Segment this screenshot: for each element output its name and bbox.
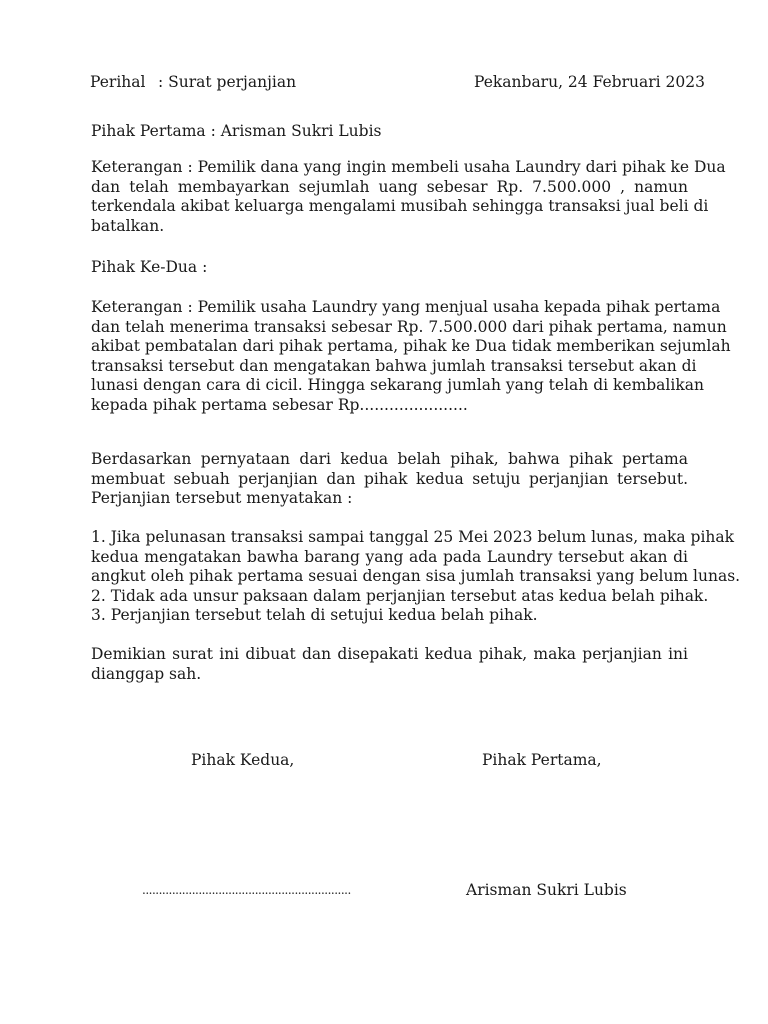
text-line: dan telah menerima transaksi sebesar Rp. 7.500.000 dari pihak pertama, namun xyxy=(91,317,727,336)
clause-item-2: 2. Tidak ada unsur paksaan dalam perjanjian tersebut atas kedua belah pihak. xyxy=(91,586,709,605)
text-line: Berdasarkan pernyataan dari kedua belah pihak, bahwa pihak pertama xyxy=(91,450,688,468)
agreement-clauses xyxy=(91,528,741,626)
first-party-heading: Pihak Pertama : Arisman Sukri Lubis xyxy=(91,122,382,140)
place-date: Pekanbaru, 24 Februari 2023 xyxy=(474,73,705,91)
second-party-signature-blank: ............................................................... xyxy=(142,883,351,897)
clause-line: angkut oleh pihak pertama sesuai dengan sisa jumlah transaksi yang belum lunas. xyxy=(91,567,741,585)
clause-line: kedua mengatakan bawha barang yang ada pada Laundry tersebut akan di xyxy=(91,547,688,566)
second-party-signature-title: Pihak Kedua, xyxy=(191,751,295,769)
text-line: dan telah membayarkan sejumlah uang sebesar Rp. 7.500.000 , namun xyxy=(91,177,688,196)
text-line: Keterangan : Pemilik usaha Laundry yang menjual usaha kepada pihak pertama xyxy=(91,298,721,316)
second-party-description xyxy=(91,298,731,415)
text-line: membuat sebuah perjanjian dan pihak kedua setuju perjanjian tersebut. xyxy=(91,469,688,488)
text-line: dianggap sah. xyxy=(91,664,202,683)
first-party-signature-title: Pihak Pertama, xyxy=(482,751,602,769)
closing-statement xyxy=(91,645,688,684)
clause-line: 1. Jika pelunasan transaksi sampai tanggal 25 Mei 2023 belum lunas, maka pihak xyxy=(91,528,735,546)
text-line: Keterangan : Pemilik dana yang ingin membeli usaha Laundry dari pihak ke Dua xyxy=(91,158,726,176)
second-party-heading: Pihak Ke-Dua : xyxy=(91,258,208,276)
clause-item-3: 3. Perjanjian tersebut telah di setujui kedua belah pihak. xyxy=(91,606,538,624)
text-line: akibat pembatalan dari pihak pertama, pihak ke Dua tidak memberikan sejumlah xyxy=(91,337,731,355)
subject-label: Perihal xyxy=(90,73,146,91)
text-line: Perjanjian tersebut menyatakan : xyxy=(91,489,353,507)
text-line: kepada pihak pertama sebesar Rp...................... xyxy=(91,395,468,414)
text-line: batalkan. xyxy=(91,216,165,235)
first-party-signature-name: Arisman Sukri Lubis xyxy=(466,881,627,899)
agreement-statement xyxy=(91,450,688,509)
text-line: Demikian surat ini dibuat dan disepakati kedua pihak, maka perjanjian ini xyxy=(91,645,688,663)
text-line: lunasi dengan cara di cicil. Hingga sekarang jumlah yang telah di kembalikan xyxy=(91,376,704,394)
text-line: terkendala akibat keluarga mengalami musibah sehingga transaksi jual beli di xyxy=(91,197,709,215)
subject-value: : Surat perjanjian xyxy=(158,73,297,91)
first-party-description xyxy=(91,158,726,236)
text-line: transaksi tersebut dan mengatakan bahwa jumlah transaksi tersebut akan di xyxy=(91,356,697,375)
